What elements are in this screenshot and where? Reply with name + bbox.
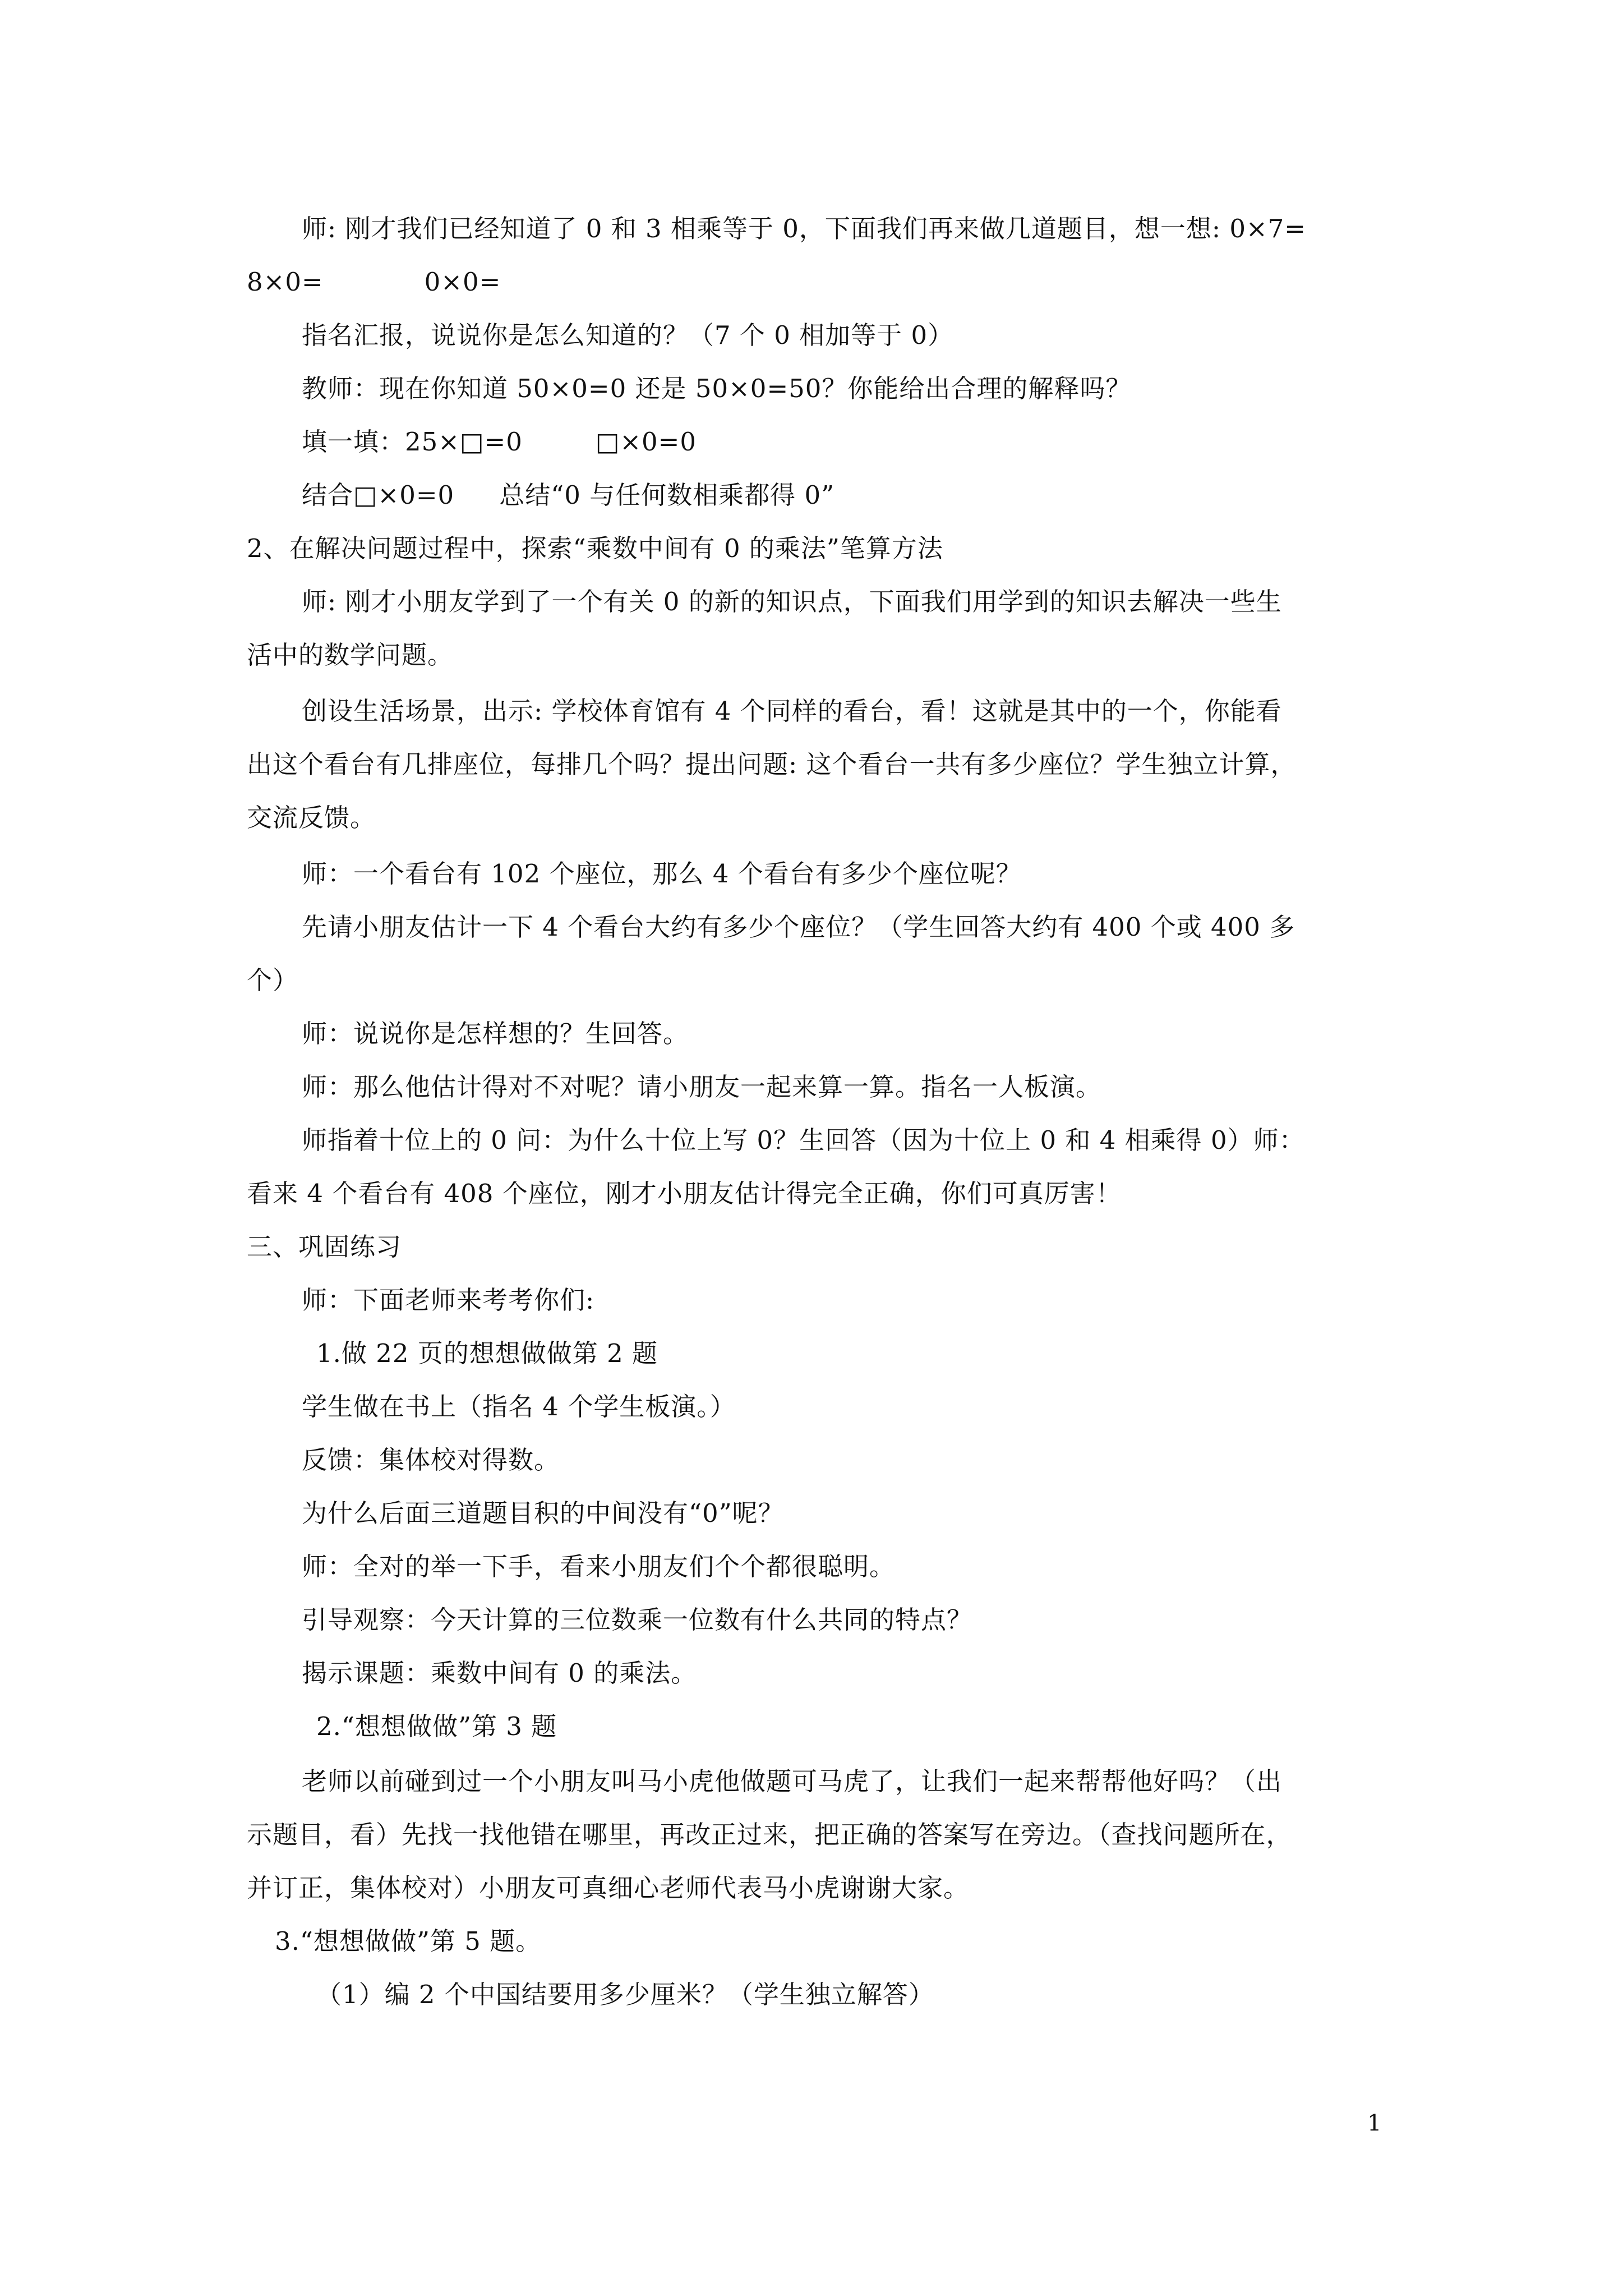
text-line [302,480,834,511]
text-span: 揭示课题：乘数中间有 0 的乘法。 [302,1658,697,1688]
text-span: 8×0= [247,267,324,297]
text-span: 老师以前碰到过一个小朋友叫马小虎他做题可马虎了，让我们一起来帮帮他好吗？（出 [302,1766,1283,1796]
text-line [302,696,1282,727]
text-line [275,1926,541,1957]
text-span: 交流反馈。 [247,803,376,832]
text-span: 创设生活场景，出示: 学校体育馆有 4 个同样的看台，看！这就是其中的一个，你能看 [302,696,1282,726]
text-line [302,1018,689,1050]
text-line [247,1819,1292,1851]
text-line [316,1711,557,1742]
text-line [302,1125,1305,1156]
text-span: 并订正，集体校对）小朋友可真细心老师代表马小虎谢谢大家。 [247,1873,970,1903]
text-span: 示题目，看）先找一找他错在哪里，再改正过来，把正确的答案写在旁边。（查找问题所在， [247,1820,1292,1849]
text-line [302,1766,1282,1797]
text-span: 2、在解决问题过程中，探索“乘数中间有 0 的乘法”笔算方法 [247,533,943,563]
text-span: 学生做在书上（指名 4 个学生板演。） [302,1392,736,1421]
text-line [302,912,1295,943]
text-span: 教师：现在你知道 50×0=0 还是 50×0=50？你能给出合理的解释吗？ [302,374,1132,403]
text-span: 0×0= [424,267,501,297]
text-line [302,1498,784,1529]
text-span: 总结“0 与任何数相乘都得 0” [499,480,835,510]
text-span: 3.“想想做做”第 5 题。 [275,1926,542,1956]
text-line [302,213,1306,245]
text-span: 结合□×0=0 [302,480,455,510]
text-span: 先请小朋友估计一下 4 个看台大约有多少个座位？（学生回答大约有 400 个或 400 多 [302,912,1295,942]
text-line [302,1071,1101,1103]
text-line [316,1338,658,1369]
text-line [302,586,1282,618]
text-span: 师: 刚才小朋友学到了一个有关 0 的新的知识点，下面我们用学到的知识去解决一些生 [302,587,1282,616]
text-line [247,1178,1122,1209]
text-span: 引导观察：今天计算的三位数乘一位数有什么共同的特点？ [302,1605,973,1635]
section-heading [247,1231,402,1263]
text-line [247,639,453,671]
text-span: 师：全对的举一下手，看来小朋友们个个都很聪明。 [302,1552,896,1581]
text-line [302,1658,697,1689]
text-span: 看来 4 个看台有 408 个座位，刚才小朋友估计得完全正确，你们可真厉害！ [247,1179,1122,1208]
section-heading [247,533,943,564]
text-line [302,1285,594,1316]
text-span: 出这个看台有几排座位，每排几个吗？提出问题: 这个看台一共有多少座位？学生独立计算， [247,749,1297,779]
text-span: 为什么后面三道题目积的中间没有“0”呢？ [302,1498,784,1528]
text-line [302,858,1022,890]
text-span: （1）编 2 个中国结要用多少厘米？（学生独立解答） [316,1980,934,2009]
text-span: 师：一个看台有 102 个座位，那么 4 个看台有多少个座位呢？ [302,859,1022,889]
text-span: 师：说说你是怎样想的？生回答。 [302,1019,689,1048]
text-line [247,1872,969,1904]
text-span: 2.“想想做做”第 3 题 [316,1711,557,1741]
text-line [302,1604,972,1636]
text-line [302,1391,736,1423]
text-line [302,1551,895,1582]
text-line [302,1444,560,1476]
text-span: 指名汇报，说说你是怎么知道的？（7 个 0 相加等于 0） [302,320,954,350]
text-span: 三、巩固练习 [247,1232,402,1262]
text-span: 填一填：25×□=0 [302,427,523,457]
text-line [302,320,953,351]
text-line [247,965,298,996]
text-span: 个） [247,965,299,995]
text-line [247,266,501,298]
page-number: 1 [1367,2110,1382,2136]
text-line [247,749,1296,780]
text-line [302,373,1131,404]
text-span: 师：那么他估计得对不对呢？请小朋友一起来算一算。指名一人板演。 [302,1072,1102,1102]
text-span: 师: 刚才我们已经知道了 0 和 3 相乘等于 0，下面我们再来做几道题目，想一想: 0×7= [302,214,1307,243]
text-span: □×0=0 [595,427,697,457]
text-span: 1.做 22 页的想想做做第 2 题 [316,1338,658,1368]
text-line [302,426,697,458]
text-line [247,802,376,834]
text-span: 活中的数学问题。 [247,640,454,670]
text-line [316,1979,934,2010]
text-span: 师指着十位上的 0 问：为什么十位上写 0？生回答（因为十位上 0 和 4 相乘得 0）师： [302,1125,1305,1155]
text-span: 反馈：集体校对得数。 [302,1445,560,1475]
text-span: 师：下面老师来考考你们: [302,1285,595,1315]
